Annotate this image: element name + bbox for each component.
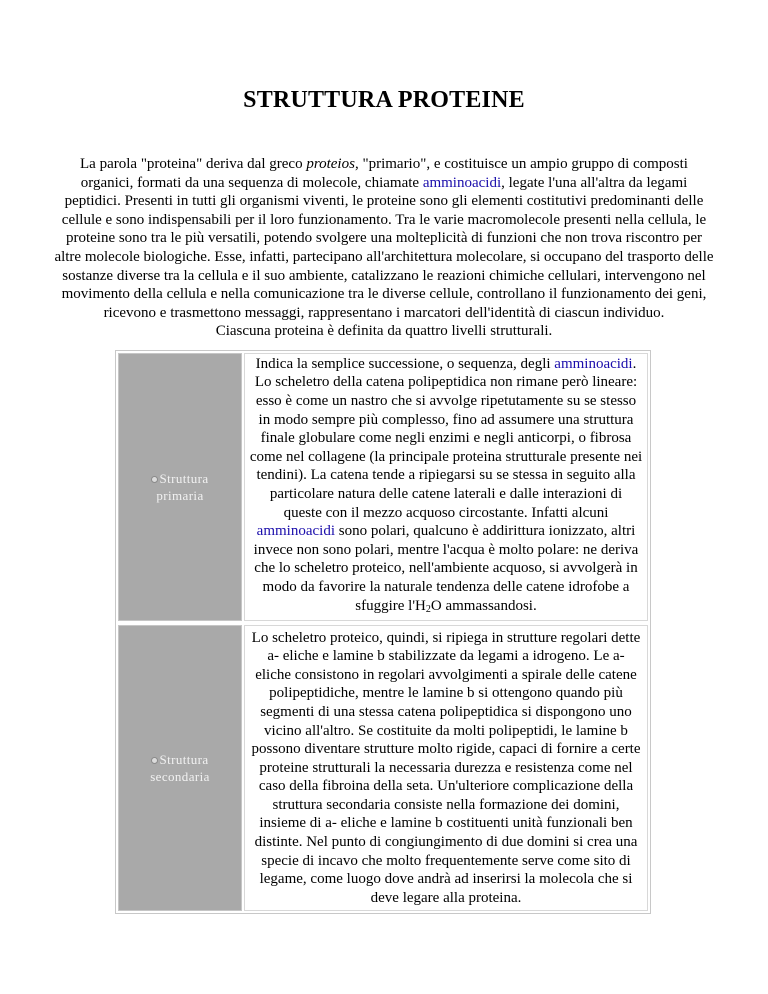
- text-cell-primaria: [244, 353, 648, 621]
- secondaria-description: Lo scheletro proteico, quindi, si ripiega in strutture regolari dette a- eliche e lamine b stabilizzate da legami a idrogeno. Le a- eliche consistono in regolari avvolgimenti a spirale delle catene polipeptidiche, mentre le lamine b si ottengono quando più segmenti di una stessa catena polipeptidica si dispongono uno vicino all'altro. Se costituite da molti polipeptidi, le lamine b possono diventare strutture molto rigide, capaci di fornire a certe proteine strutturali la necessaria durezza e resistenza come nel caso della fibroina della seta. Un'ulteriore complicazione della struttura secondaria consiste nella formazione dei domini, insieme di a- eliche e lamine b costituenti unità funzionali ben distinte. Nel punto di congiungimento di due domini si crea una specie di incavo che molto frequentemente serve come sito di legame, come luogo dove andrà ad inserirsi la molecola che si deve legare alla proteina.: [251, 629, 641, 906]
- h2o-subscript: 2: [425, 603, 431, 615]
- amminoacidi-link[interactable]: amminoacidi: [422, 174, 502, 191]
- primaria-description: Indica la semplice successione, o sequenza, degli amminoacidi. Lo scheletro della catena polipeptidica non rimane però lineare: esso è come un nastro che si avvolge ripetutamente su se stesso in modo sempre più complesso, fino ad assumere una struttura finale globulare come negli enzimi e negli anticorpi, o fibrosa come nel collagene (la principale proteina strutturale presente nei tendini). La catena tende a ripiegarsi su se stessa in seguito alla particolare natura delle catene laterali e dalle interazioni di queste con il mezzo acquoso circostante. Infatti alcuni amminoacidi sono polari, qualcuno è addirittura ionizzato, altri invece non sono polari, mentre l'acqua è molto polare: ne deriva che lo scheletro proteico, nell'ambiente acquoso, si avvolgerà in modo da favorire la naturale tendenza delle catene idrofobe a sfuggire $l'H_2O$ ammassandosi.: [249, 355, 643, 615]
- bullet-icon: [151, 476, 158, 483]
- bullet-icon: [151, 757, 158, 764]
- amminoacidi-link[interactable]: amminoacidi: [554, 355, 633, 372]
- label-cell-secondaria: [118, 625, 242, 911]
- intro-greek-word: proteios: [306, 156, 355, 172]
- label-secondaria: Struttura secondaria: [150, 752, 210, 784]
- intro-text-4: Ciascuna proteina è definita da quattro livelli strutturali.: [215, 323, 553, 340]
- amminoacidi-link[interactable]: amminoacidi: [256, 523, 335, 540]
- page-title: STRUTTURA PROTEINE: [243, 87, 525, 113]
- intro-paragraph: [52, 155, 716, 341]
- label-primaria: Struttura primaria: [151, 470, 208, 504]
- intro-text-3: , legate l'una all'altra da legami peptidici. Presenti in tutti gli organismi viventi, le proteine sono gli elementi costitutivi predominanti delle cellule e sono indispensabili per il loro funzionamento. Tra le varie macromolecole presenti nella cellula, le proteine sono tra le più versatili, potendo svolgere una molteplicità di funzioni che non trova riscontro per altre molecole biologiche. Esse, infatti, partecipano all'architettura molecolare, si occupano del trasporto delle sostanze diverse tra la cellula e il suo ambiente, catalizzano le reazioni chimiche cellulari, intervengono nel movimento della cellula e nella comunicazione tra le diverse cellule, controllano il funzionamento dei geni, ricevono e trasmettono messaggi, rappresentano i marcatori dell'identità di ciascun individuo.: [54, 174, 714, 321]
- text-cell-secondaria: [244, 625, 648, 911]
- intro-text-2: , "primario", e costituisce un ampio gruppo di composti organici, formati da una sequenza di molecole, chiamate: [80, 156, 688, 191]
- label-cell-primaria: [118, 353, 242, 621]
- structure-table: [115, 350, 651, 914]
- table-row-secondaria: [118, 625, 648, 911]
- table-row-primaria: [118, 353, 648, 621]
- intro-text-1: La parola "proteina" deriva dal greco: [80, 156, 307, 172]
